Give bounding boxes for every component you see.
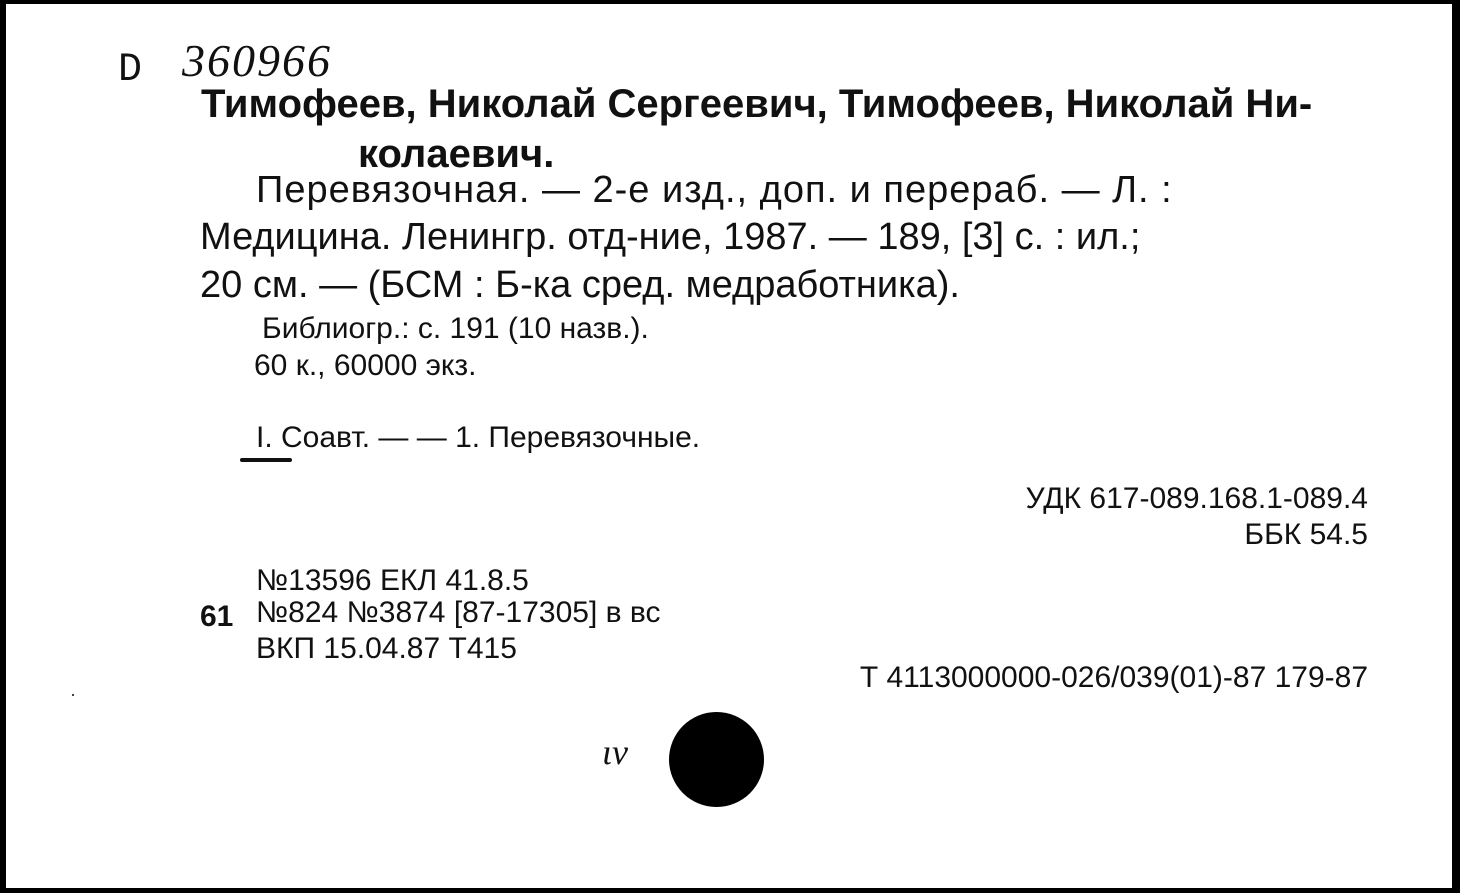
title-description-line-1: Перевязочная. — 2-е изд., доп. и перераб. — Л. : <box>256 169 1173 211</box>
author-heading-line-1: Тимофеев, Николай Сергеевич, Тимофеев, Николай Ни- <box>201 82 1313 126</box>
handwritten-inventory-number: 360966 <box>182 35 332 86</box>
tracing-line: I. Соавт. — — 1. Перевязочные. <box>256 421 701 454</box>
udk-classification: УДК 617-089.168.1-089.4 <box>1025 482 1368 515</box>
processing-line-1: №13596 ЕКЛ 41.8.5 <box>256 564 529 597</box>
bibliography-note: Библиогр.: с. 191 (10 назв.). <box>262 312 649 345</box>
processing-prefix: 61 <box>200 600 234 633</box>
title-description-line-3: 20 см. — (БСМ : Б-ка сред. медработника). <box>200 264 960 306</box>
price-print-run-note: 60 к., 60000 экз. <box>254 349 477 382</box>
author-heading-line-2: колаевич. <box>358 132 555 176</box>
handwritten-mark: ιν <box>602 732 628 772</box>
catalog-card <box>6 4 1452 888</box>
scan-speck <box>72 694 74 696</box>
title-description-line-2: Медицина. Ленингр. отд-ние, 1987. — 189, [3] с. : ил.; <box>200 216 1141 258</box>
handwritten-underline <box>240 458 292 462</box>
processing-line-2: №824 №3874 [87-17305] в вс <box>256 596 661 629</box>
punch-hole <box>669 712 764 807</box>
call-number-letter: D <box>118 48 143 93</box>
bbk-classification: ББК 54.5 <box>1244 518 1368 551</box>
publisher-index-line: Т 4113000000-026/039(01)-87 179-87 <box>859 661 1368 694</box>
processing-line-3: ВКП 15.04.87 Т415 <box>256 632 517 665</box>
